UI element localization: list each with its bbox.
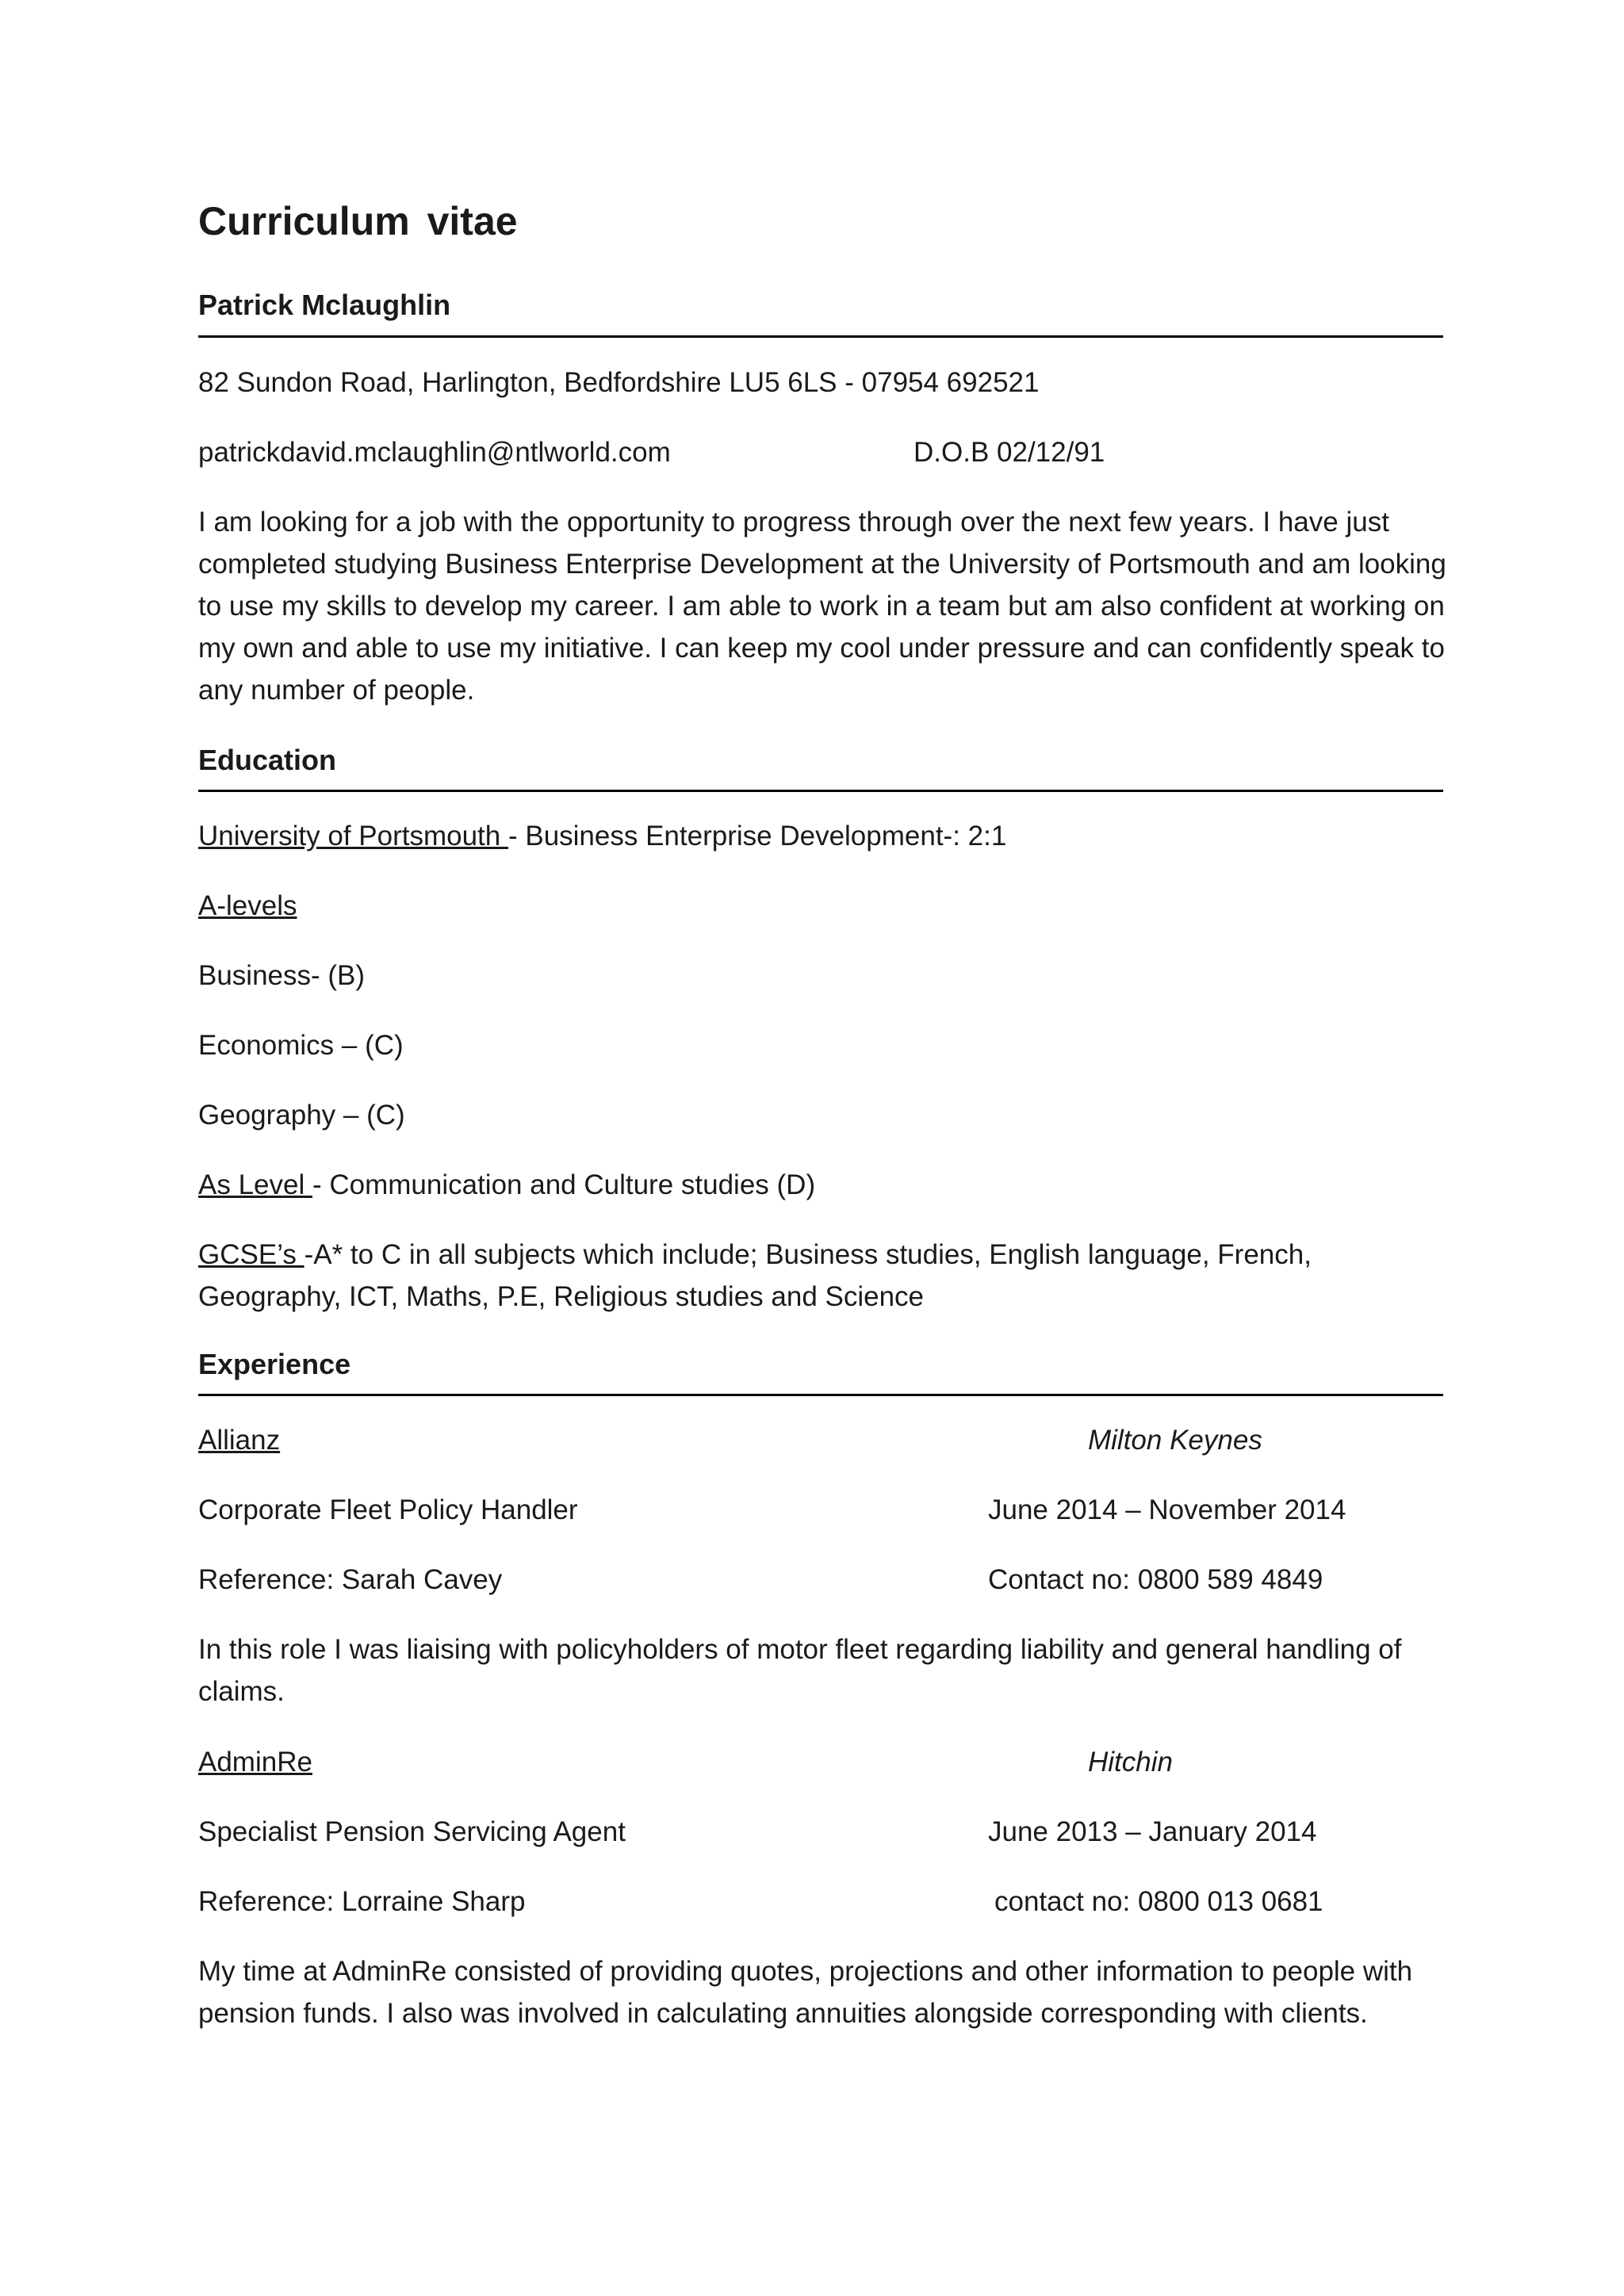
job-location: Milton Keynes	[1088, 1425, 1262, 1456]
company-name: AdminRe	[198, 1747, 312, 1777]
date-of-birth: D.O.B 02/12/91	[914, 437, 1105, 468]
alevel-economics: Economics – (C)	[198, 1030, 404, 1061]
email-address: patrickdavid.mclaughlin@ntlworld.com	[198, 437, 671, 468]
job-description: My time at AdminRe consisted of providing quotes, projections and other information to people with pension funds. I also was involved in calculating annuities alongside corresponding with clients.	[198, 1956, 1413, 2029]
job-role: Specialist Pension Servicing Agent	[198, 1816, 626, 1847]
job-contact: Contact no: 0800 589 4849	[988, 1564, 1323, 1595]
job-reference: Reference: Sarah Cavey	[198, 1564, 503, 1595]
university-name: University of Portsmouth	[198, 821, 508, 851]
aslevel-detail: - Communication and Culture studies (D)	[312, 1169, 816, 1200]
university-detail: - Business Enterprise Development-: 2:1	[508, 821, 1007, 851]
gcse-entry	[198, 1234, 1451, 1318]
gcse-detail: -A* to C in all subjects which include; Business studies, English language, French, Geography, ICT, Maths, P.E, Religious studies and Science	[198, 1239, 1312, 1312]
job-contact: contact no: 0800 013 0681	[994, 1886, 1323, 1917]
company-name: Allianz	[198, 1425, 281, 1456]
alevel-geography: Geography – (C)	[198, 1100, 405, 1131]
alevels-label	[198, 885, 297, 927]
job-company	[198, 1419, 280, 1461]
aslevel-label: As Level	[198, 1169, 312, 1200]
job-company	[198, 1741, 312, 1783]
job-dates: June 2014 – November 2014	[988, 1494, 1346, 1525]
divider	[198, 335, 1443, 338]
divider	[198, 790, 1443, 792]
job-location: Hitchin	[1088, 1747, 1173, 1777]
document-title: Curriculum vitae	[198, 199, 518, 243]
gcse-label: GCSE’s	[198, 1239, 304, 1270]
candidate-name: Patrick Mclaughlin	[198, 289, 451, 321]
aslevel-entry	[198, 1164, 815, 1206]
address-phone: 82 Sundon Road, Harlington, Bedfordshire LU5 6LS - 07954 692521	[198, 367, 1040, 398]
experience-heading: Experience	[198, 1348, 351, 1380]
alevel-business: Business- (B)	[198, 960, 366, 991]
job-description: In this role I was liaising with policyholders of motor fleet regarding liability and general handling of claims.	[198, 1634, 1402, 1707]
job-role: Corporate Fleet Policy Handler	[198, 1494, 578, 1525]
job-reference: Reference: Lorraine Sharp	[198, 1886, 526, 1917]
education-heading: Education	[198, 744, 337, 776]
alevels-label-text: A-levels	[198, 890, 297, 921]
divider	[198, 1394, 1443, 1396]
job-dates: June 2013 – January 2014	[988, 1816, 1317, 1847]
university-entry	[198, 815, 1006, 857]
profile-statement: I am looking for a job with the opportunity to progress through over the next few years. I have just completed studying Business Enterprise Development at the University of Portsmouth and am looking to use my skills to develop my career. I am able to work in a team but am also confident at working on my own and able to use my initiative. I can keep my cool under pressure and can confidently speak to any number of people.	[198, 507, 1446, 706]
